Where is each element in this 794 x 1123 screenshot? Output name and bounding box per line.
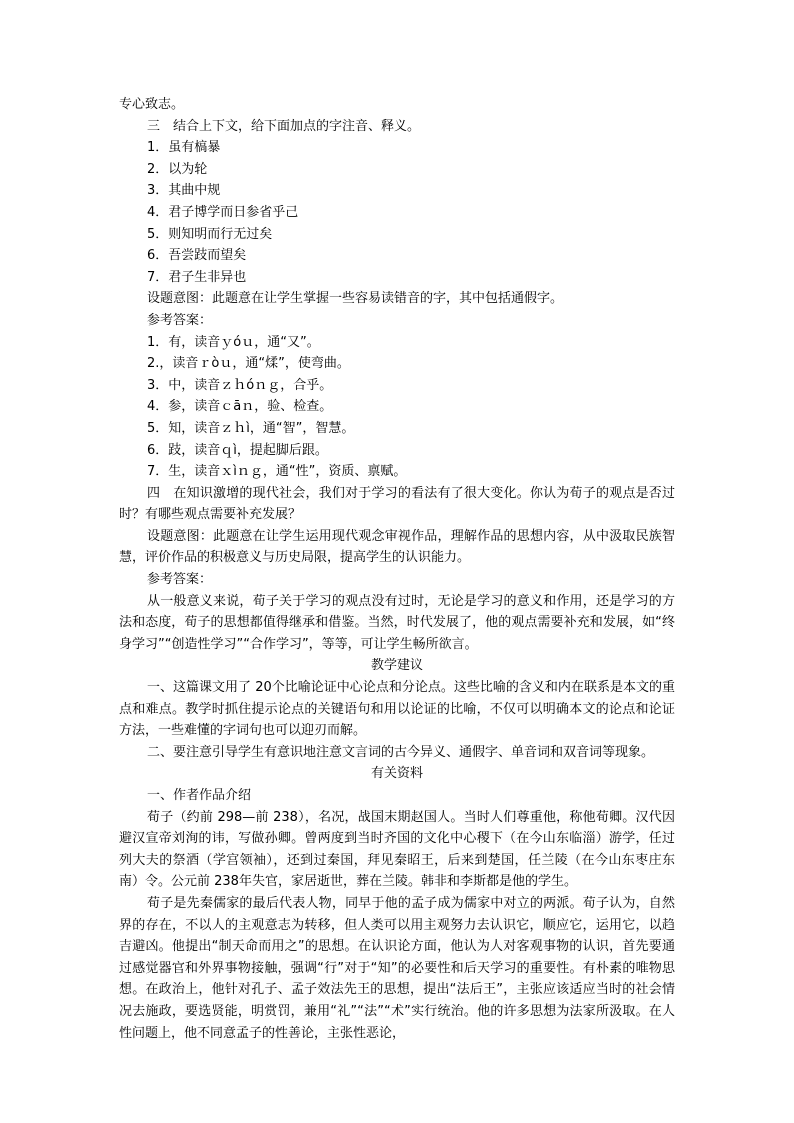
resources-subheading: 一、作者作品介绍 (147, 788, 252, 803)
resources-title: 有关资料 (370, 766, 423, 782)
document-body (119, 94, 675, 1044)
answer-item: 6．跂，读音ｑì，提起脚后跟。 (147, 442, 328, 458)
list-item: 6．吾尝跂而望矣 (147, 248, 247, 264)
answer-item: 5．知，读音ｚｈì，通“智”，智慧。 (147, 420, 355, 436)
answer-item: 3．中，读音ｚｈóｎｇ，合乎。 (147, 377, 333, 393)
list-item: 4．君子博学而日参省乎己 (147, 204, 299, 220)
design-intent: 设题意图：此题意在让学生运用现代观念审视作品，理解作品的思想内容，从中汲取民族智慧，评价作品的积极意义与历史局限，提高学生的认识能力。 (119, 528, 675, 566)
answer-item: 2.，读音ｒòｕ，通“煣”，使弯曲。 (147, 356, 350, 372)
answer-item: 7．生，读音ｘìｎｇ，通“性”，资质、禀赋。 (147, 464, 407, 480)
answer-paragraph: 从一般意义来说，荀子关于学习的观点没有过时，无论是学习的意义和作用，还是学习的方法和态度，荀子的思想都值得继承和借鉴。当然，时代发展了，他的观点需要补充和发展，如“终身学习”“创造性学习”“合作学习”，等等，可让学生畅所欲言。 (119, 593, 675, 652)
list-item: 1．虽有槁暴 (147, 140, 221, 156)
answer-label: 参考答案： (147, 312, 213, 328)
resources-paragraph: 荀子是先秦儒家的最后代表人物，同早于他的孟子成为儒家中对立的两派。荀子认为，自然界的存在，不以人的主观意志为转移，但人类可以用主观努力去认识它，顺应它，运用它，以趋吉避凶。他提出“制天命而用之”的思想。在认识论方面，他认为人对客观事物的认识，首先要通过感觉器官和外界事物接触，强调“行”对于“知”的必要性和后天学习的重要性。有朴素的唯物思想。在政治上，他针对孔子、孟子效法先王的思想，提出“法后王”，主张应该适应当时的社会情况去施政，要选贤能，明赏罚，兼用“礼”“法”“术”实行统治。他的许多思想为法家所汲取。在人性问题上，他不同意孟子的性善论，主张性恶论， (119, 895, 675, 1041)
list-item: 7．君子生非异也 (147, 269, 247, 285)
carry-over-line: 专心致志。 (119, 97, 185, 112)
answer-item: 4．参，读音ｃāｎ，验、检查。 (147, 399, 333, 415)
answer-item: 1．有，读音ｙóｕ，通“又”。 (147, 334, 320, 350)
section3-heading: 三 结合上下文，给下面加点的字注音、释义。 (147, 118, 421, 134)
answer-label: 参考答案： (147, 572, 213, 588)
teaching-suggestions-title: 教学建议 (370, 658, 423, 674)
design-intent: 设题意图：此题意在让学生掌握一些容易读错音的字，其中包括通假字。 (147, 291, 564, 307)
teaching-paragraph: 二、要注意引导学生有意识地注意文言词的古今异义、通假字、单音词和双音词等现象。 (147, 744, 655, 760)
list-item: 3．其曲中规 (147, 183, 221, 199)
teaching-paragraph: 一、这篇课文用了 20个比喻论证中心论点和分论点。这些比喻的含义和内在联系是本文的重点和难点。教学时抓住提示论点的关键语句和用以论证的比喻，不仅可以明确本文的论点和论证方法，一些难懂的字词句也可以迎刃而解。 (119, 680, 675, 739)
list-item: 2．以为轮 (147, 161, 208, 177)
section4-question: 四 在知识激增的现代社会，我们对于学习的看法有了很大变化。你认为荀子的观点是否过时？有哪些观点需要补充发展？ (119, 485, 675, 523)
list-item: 5．则知明而行无过矣 (147, 226, 273, 242)
resources-paragraph: 荀子（约前 298—前 238），名况，战国末期赵国人。当时人们尊重他，称他荀卿。汉代因避汉宣帝刘洵的讳，写做孙卿。曾两度到当时齐国的文化中心稷下（在今山东临淄）游学，任过列大夫的祭酒（学宫领袖），还到过秦国，拜见秦昭王，后来到楚国，任兰陵（在今山东枣庄东南）令。公元前 238年失官，家居逝世，葬在兰陵。韩非和李斯都是他的学生。 (119, 809, 675, 890)
